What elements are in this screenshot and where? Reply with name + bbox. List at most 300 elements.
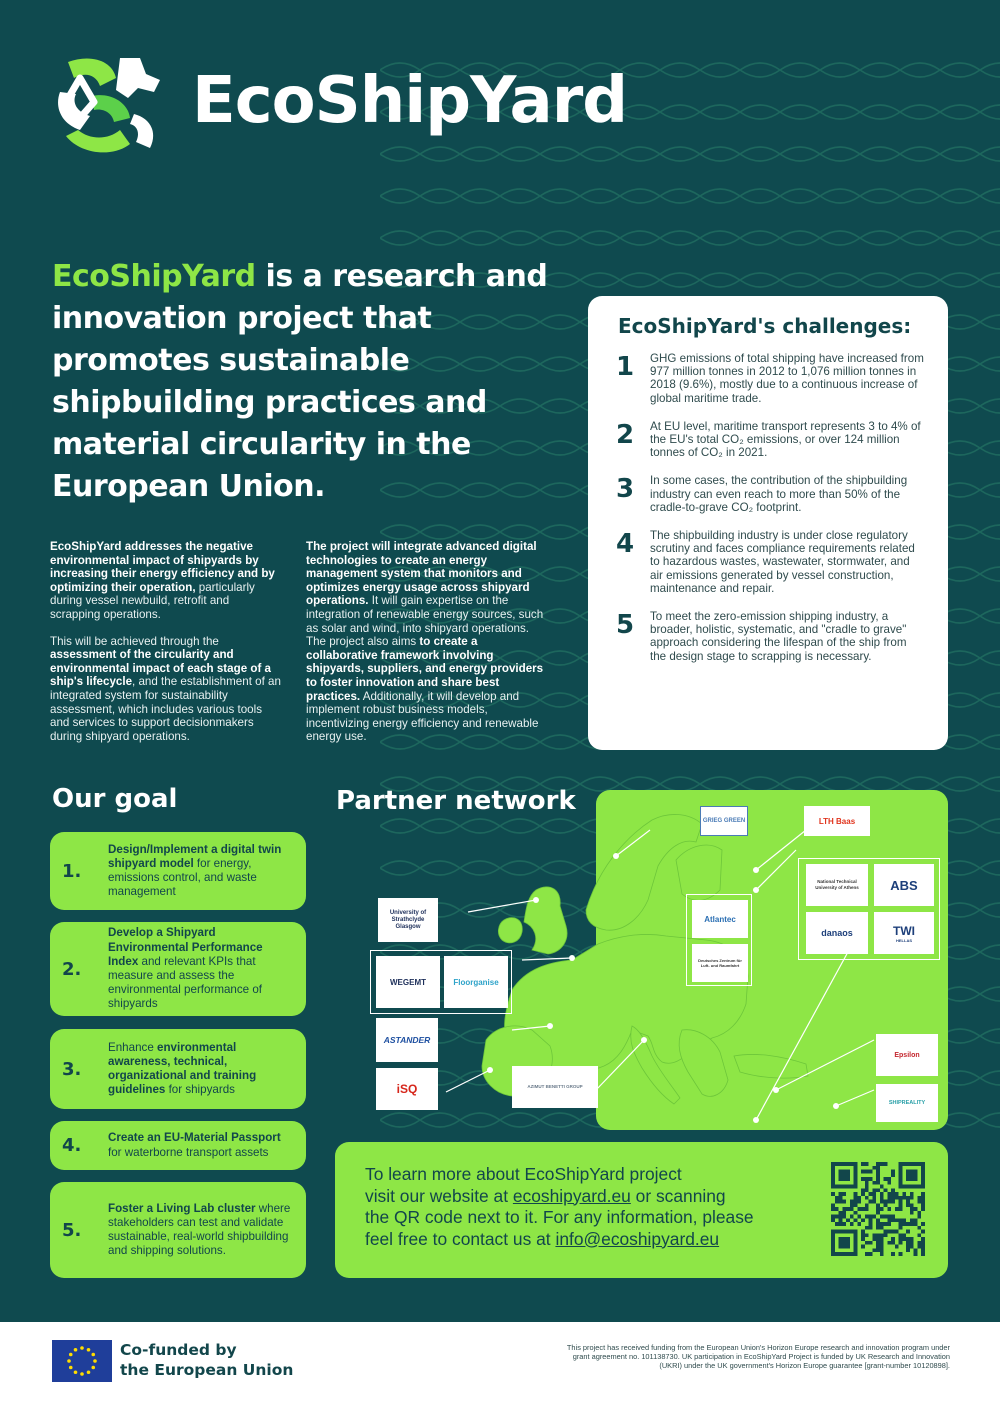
partner-logo-dlr: Deutsches Zentrum für Luft- und Raumfahrt: [692, 944, 748, 982]
qr-module: [914, 1252, 918, 1256]
qr-module: [880, 1226, 884, 1230]
qr-module: [906, 1200, 910, 1204]
qr-module: [899, 1196, 903, 1200]
qr-module: [917, 1211, 921, 1215]
goal-text-normal: where stakeholders can test and validate sustainable, real-world shipbuilding and shipping solutions.: [108, 1201, 291, 1258]
qr-module: [835, 1222, 839, 1226]
qr-module: [865, 1233, 869, 1237]
qr-module: [876, 1233, 880, 1237]
qr-module: [902, 1237, 906, 1241]
qr-module: [921, 1241, 925, 1245]
qr-module: [869, 1252, 873, 1256]
qr-module: [869, 1170, 873, 1174]
intro-left-p2-text: , and the establishment of an integrated system for sustainability assessment, which includes various tools and services to support decisionmakers during shipyard operations.: [50, 675, 281, 743]
footer: [0, 1322, 1000, 1413]
qr-module: [872, 1181, 876, 1185]
qr-module: [854, 1196, 858, 1200]
qr-module: [914, 1218, 918, 1222]
challenge-item: [610, 610, 924, 663]
qr-module: [887, 1241, 891, 1245]
eu-star: [91, 1353, 95, 1357]
qr-module: [865, 1185, 869, 1189]
intro-left-p1-bold: EcoShipYard addresses the negative environmental impact of shipyards by increasing their energy efficiency and by optimizing their operation,: [50, 540, 275, 594]
challenges-title: EcoShipYard's challenges:: [618, 314, 912, 338]
qr-module: [865, 1177, 869, 1181]
qr-module: [899, 1241, 903, 1245]
goal-card-3: [50, 1029, 306, 1109]
qr-module: [876, 1188, 880, 1192]
partner-logo-abs: ABS: [874, 864, 934, 906]
qr-module: [876, 1226, 880, 1230]
qr-module: [921, 1245, 925, 1249]
qr-module: [880, 1237, 884, 1241]
partner-logo-lth-baas: LTH Baas: [804, 806, 870, 836]
goals-title: Our goal: [52, 784, 178, 814]
goal-text-bold: Develop a Shipyard Environmental Performance Index: [108, 926, 263, 968]
goal-number: 2.: [62, 958, 82, 980]
eu-star: [74, 1348, 78, 1352]
qr-module: [839, 1200, 843, 1204]
website-info-box: [335, 1142, 948, 1278]
qr-module: [876, 1207, 880, 1211]
qr-module: [869, 1222, 873, 1226]
qr-module: [880, 1215, 884, 1219]
qr-module: [914, 1222, 918, 1226]
intro-right-bold-1: The project will integrate advanced digital technologies to create an energy management system that monitors and optimizes energy usage across shipyard operations.: [306, 540, 537, 608]
goal-number: 4.: [62, 1135, 82, 1156]
qr-module: [914, 1248, 918, 1252]
intro-right-bold-2: to create a collaborative framework involving shipyards, suppliers, and energy providers to foster innovation and share best practices.: [306, 635, 544, 703]
qr-module: [891, 1192, 895, 1196]
qr-module: [891, 1196, 895, 1200]
qr-module: [884, 1233, 888, 1237]
goal-text-normal: for waterborne transport assets: [108, 1145, 269, 1159]
qr-module: [884, 1203, 888, 1207]
qr-module: [850, 1215, 854, 1219]
qr-module: [839, 1218, 843, 1222]
qr-module: [872, 1196, 876, 1200]
qr-module: [869, 1200, 873, 1204]
qr-module: [854, 1218, 858, 1222]
qr-module: [861, 1192, 865, 1196]
qr-module: [884, 1230, 888, 1234]
qr-module: [895, 1192, 899, 1196]
qr-module: [921, 1192, 925, 1196]
qr-module: [857, 1200, 861, 1204]
qr-module: [891, 1188, 895, 1192]
qr-module: [842, 1211, 846, 1215]
cofunded-line-2: the European Union: [120, 1361, 294, 1379]
challenge-item: [610, 529, 924, 595]
qr-module: [910, 1203, 914, 1207]
qr-module: [884, 1200, 888, 1204]
qr-module: [839, 1192, 843, 1196]
qr-module: [876, 1237, 880, 1241]
headline-rest: is a research and innovation project that promotes sustainable shipbuilding practices and material circularity in the European Union.: [52, 259, 548, 504]
website-line-1: To learn more about EcoShipYard project: [365, 1164, 682, 1184]
qr-module: [899, 1237, 903, 1241]
goal-text-normal: and relevant KPIs that measure and assess the environmental performance of shipyards: [108, 954, 263, 1011]
qr-module: [850, 1207, 854, 1211]
qr-module: [910, 1192, 914, 1196]
qr-module: [921, 1207, 925, 1211]
qr-module: [865, 1207, 869, 1211]
eu-star: [69, 1366, 73, 1370]
intro-left-column: [50, 540, 282, 756]
intro-right-text-1: It will gain expertise on the integration of renewable energy sources, such as solar and wind, into shipyard operations. The project also aims: [306, 594, 544, 649]
eu-flag-icon: [52, 1340, 112, 1382]
cofunded-line-1: Co-funded by: [120, 1341, 237, 1359]
goal-text: [108, 926, 296, 1011]
qr-module: [884, 1177, 888, 1181]
challenge-text: In some cases, the contribution of the shipbuilding industry can even reach to more than 50% of the cradle-to-grave CO₂ footprint.: [650, 474, 908, 514]
website-text: [365, 1164, 805, 1250]
partner-logo-astander: ASTANDER: [376, 1018, 438, 1062]
qr-module: [910, 1245, 914, 1249]
goal-text-bold: Design/Implement a digital twin shipyard model: [108, 842, 282, 870]
qr-module: [865, 1188, 869, 1192]
qr-module: [865, 1215, 869, 1219]
qr-module: [839, 1211, 843, 1215]
qr-module: [872, 1215, 876, 1219]
qr-module: [899, 1222, 903, 1226]
qr-code-icon[interactable]: [831, 1162, 925, 1256]
qr-module: [872, 1233, 876, 1237]
qr-module: [876, 1170, 880, 1174]
qr-module: [910, 1207, 914, 1211]
wave-line: [380, 189, 1000, 196]
qr-module: [835, 1215, 839, 1219]
challenge-number: 5: [616, 610, 635, 641]
partner-logo-epsilon: Epsilon: [876, 1034, 938, 1076]
challenge-item: [610, 420, 924, 460]
challenge-item: [610, 352, 924, 405]
qr-module: [895, 1196, 899, 1200]
qr-module: [854, 1203, 858, 1207]
qr-module: [891, 1241, 895, 1245]
qr-module: [880, 1233, 884, 1237]
website-line-4-pre: feel free to contact us at: [365, 1228, 556, 1249]
qr-module: [876, 1211, 880, 1215]
goal-text: [108, 1041, 296, 1098]
qr-module: [831, 1192, 835, 1196]
challenge-number: 2: [616, 419, 635, 450]
goal-text: [108, 843, 296, 900]
qr-module: [850, 1203, 854, 1207]
qr-module: [921, 1222, 925, 1226]
qr-module: [861, 1170, 865, 1174]
qr-module: [869, 1192, 873, 1196]
partner-logo-twi-sub: HELLAS: [896, 937, 912, 943]
qr-module: [884, 1188, 888, 1192]
challenge-text: To meet the zero-emission shipping industry, a broader, holistic, systematic, and "cradle to grave" approach considering the lifespan of the ship from the design stage to scrapping is necessary.: [650, 610, 907, 663]
qr-module: [872, 1188, 876, 1192]
qr-module: [880, 1162, 884, 1166]
goal-text-normal: for shipyards: [165, 1083, 235, 1097]
qr-module: [906, 1248, 910, 1252]
partner-logo-twi-text: TWI: [893, 923, 915, 938]
qr-module: [910, 1218, 914, 1222]
qr-module: [902, 1192, 906, 1196]
qr-module: [876, 1248, 880, 1252]
goal-text-bold: Create an EU-Material Passport: [108, 1131, 281, 1145]
qr-module: [880, 1248, 884, 1252]
qr-module: [917, 1200, 921, 1204]
qr-module: [906, 1230, 910, 1234]
challenge-text: The shipbuilding industry is under close regulatory scrutiny and faces compliance requirements related to hazardous wastes, wastewater, stormwater, and air emissions generated by vessel construction, maintenance and repair.: [650, 529, 915, 595]
intro-left-p2-pre: This will be achieved through the: [50, 634, 219, 648]
qr-module: [839, 1215, 843, 1219]
qr-module: [887, 1207, 891, 1211]
qr-module: [876, 1162, 880, 1166]
qr-module: [884, 1215, 888, 1219]
funding-disclaimer: This project has received funding from the European Union's Horizon Europe research and innovation program under grant agreement no. 101138730. UK participation in EcoShipYard Project is funded by UK Research and Innovation (UKRI) under the UK government's Horizon Europe guarantee [grant-number 10120898].: [566, 1343, 950, 1370]
partner-logo-atlantec: Atlantec: [692, 900, 748, 938]
eu-star: [87, 1348, 91, 1352]
qr-module: [887, 1196, 891, 1200]
qr-module: [891, 1173, 895, 1177]
goal-text: [108, 1202, 296, 1259]
qr-module: [865, 1203, 869, 1207]
intro-right-column: [306, 540, 546, 757]
intro-right-text-2: Additionally, it will develop and implement robust business models, incentivizing energy efficiency and renewable energy use.: [306, 689, 539, 744]
qr-module: [880, 1241, 884, 1245]
qr-module: [872, 1200, 876, 1204]
qr-module: [891, 1170, 895, 1174]
qr-module: [887, 1218, 891, 1222]
qr-module: [891, 1218, 895, 1222]
qr-module: [921, 1203, 925, 1207]
intro-left-p2-bold: assessment of the circularity and environmental impact of each stage of a ship's lifecycle: [50, 648, 271, 689]
qr-module: [839, 1237, 850, 1248]
qr-module: [861, 1218, 865, 1222]
qr-module: [835, 1196, 839, 1200]
qr-module: [869, 1218, 873, 1222]
qr-module: [917, 1226, 921, 1230]
qr-module: [887, 1215, 891, 1219]
qr-module: [891, 1215, 895, 1219]
qr-module: [887, 1222, 891, 1226]
qr-module: [921, 1248, 925, 1252]
qr-module: [850, 1222, 854, 1226]
qr-module: [872, 1237, 876, 1241]
qr-module: [891, 1252, 895, 1256]
website-line-3: the QR code next to it. For any information, please: [365, 1207, 754, 1227]
goal-text: [108, 1131, 296, 1159]
qr-module: [831, 1215, 835, 1219]
qr-module: [839, 1196, 843, 1200]
qr-module: [876, 1218, 880, 1222]
qr-module: [839, 1222, 843, 1226]
wave-line: [380, 154, 1000, 161]
qr-module: [869, 1215, 873, 1219]
partner-logo-strathclyde: University of Strathclyde Glasgow: [378, 898, 438, 942]
challenge-number: 1: [616, 352, 635, 382]
partner-logo-twi: [874, 912, 934, 954]
qr-module: [899, 1233, 903, 1237]
partner-logo-danaos: danaos: [806, 912, 868, 954]
website-line-2-pre: visit our website at: [365, 1185, 513, 1206]
qr-module: [895, 1218, 899, 1222]
qr-module: [839, 1170, 850, 1181]
qr-module: [887, 1230, 891, 1234]
qr-module: [869, 1241, 873, 1245]
qr-module: [910, 1196, 914, 1200]
qr-module: [861, 1233, 865, 1237]
qr-module: [846, 1207, 850, 1211]
qr-module: [880, 1196, 884, 1200]
challenges-card: [588, 296, 948, 750]
qr-module: [835, 1200, 839, 1204]
qr-module: [872, 1248, 876, 1252]
qr-module: [861, 1188, 865, 1192]
qr-module: [880, 1192, 884, 1196]
challenge-text: At EU level, maritime transport represents 3 to 4% of the EU's total CO₂ emissions, or over 124 million tonnes of CO₂ in 2021.: [650, 419, 921, 460]
qr-module: [891, 1200, 895, 1204]
qr-module: [880, 1252, 884, 1256]
qr-module: [880, 1245, 884, 1249]
goal-card-5: [50, 1182, 306, 1278]
partner-logo-grieg-green: GRIEG GREEN: [700, 806, 748, 836]
intro-right-paragraph: [306, 540, 546, 744]
partner-logo-isq: iSQ: [376, 1068, 438, 1110]
qr-module: [865, 1241, 869, 1245]
qr-module: [876, 1177, 880, 1181]
qr-module: [884, 1162, 888, 1166]
qr-module: [899, 1207, 903, 1211]
qr-module: [857, 1196, 861, 1200]
qr-module: [865, 1252, 869, 1256]
qr-module: [921, 1196, 925, 1200]
eu-star: [91, 1366, 95, 1370]
qr-module: [899, 1252, 903, 1256]
partner-logo-azimut-benetti: AZIMUT BENETTI GROUP: [512, 1066, 598, 1108]
qr-module: [880, 1222, 884, 1226]
qr-module: [917, 1245, 921, 1249]
qr-module: [917, 1215, 921, 1219]
qr-module: [899, 1200, 903, 1204]
goal-text-pre: Enhance: [108, 1040, 157, 1054]
challenge-item: [610, 474, 924, 514]
qr-module: [854, 1200, 858, 1204]
qr-module: [917, 1196, 921, 1200]
qr-module: [869, 1226, 873, 1230]
qr-module: [906, 1196, 910, 1200]
website-line-2-post: or scanning: [630, 1185, 726, 1206]
eu-star: [87, 1370, 91, 1374]
qr-module: [917, 1233, 921, 1237]
qr-module: [876, 1173, 880, 1177]
wave-line: [380, 231, 1000, 238]
qr-module: [921, 1237, 925, 1241]
qr-module: [846, 1218, 850, 1222]
partner-network-title: Partner network: [336, 786, 576, 816]
eu-star: [80, 1346, 84, 1350]
wave-line: [380, 777, 1000, 784]
challenge-text: GHG emissions of total shipping have increased from 977 million tonnes in 2012 to 1,076 million tonnes in 2018 (9.6%), mostly due to a continuous increase of global maritime trade.: [650, 352, 924, 405]
qr-module: [876, 1166, 880, 1170]
cofunded-label: [120, 1340, 293, 1380]
qr-module: [895, 1245, 899, 1249]
qr-module: [876, 1245, 880, 1249]
qr-module: [902, 1218, 906, 1222]
qr-module: [876, 1222, 880, 1226]
qr-module: [861, 1230, 865, 1234]
qr-module: [906, 1222, 910, 1226]
qr-module: [857, 1222, 861, 1226]
qr-module: [910, 1237, 914, 1241]
qr-module: [872, 1192, 876, 1196]
qr-module: [865, 1162, 869, 1166]
qr-module: [880, 1185, 884, 1189]
challenge-number: 3: [616, 474, 635, 505]
qr-module: [921, 1230, 925, 1234]
eu-star: [74, 1370, 78, 1374]
qr-module: [857, 1215, 861, 1219]
qr-module: [921, 1200, 925, 1204]
eu-star: [93, 1359, 97, 1363]
wave-line: [380, 238, 1000, 245]
qr-module: [876, 1203, 880, 1207]
qr-module: [887, 1177, 891, 1181]
qr-module: [917, 1241, 921, 1245]
website-link[interactable]: ecoshipyard.eu: [512, 1185, 631, 1206]
goal-number: 5.: [62, 1219, 82, 1241]
qr-module: [869, 1177, 873, 1181]
goal-text-normal: for energy, emissions control, and waste management: [108, 856, 257, 899]
goal-text-bold: environmental awareness, technical, organizational and training guidelines: [108, 1040, 257, 1097]
partner-logo-shipreality: SHIPREALITY: [876, 1084, 938, 1122]
goal-number: 3.: [62, 1058, 82, 1080]
qr-module: [880, 1200, 884, 1204]
qr-module: [906, 1245, 910, 1249]
qr-module: [884, 1222, 888, 1226]
qr-module: [842, 1200, 846, 1204]
eu-star: [67, 1359, 71, 1363]
qr-module: [842, 1215, 846, 1219]
qr-module: [850, 1200, 854, 1204]
qr-module: [891, 1237, 895, 1241]
qr-module: [842, 1222, 846, 1226]
qr-module: [835, 1207, 839, 1211]
qr-module: [910, 1222, 914, 1226]
headline: [52, 256, 572, 508]
qr-module: [861, 1245, 865, 1249]
qr-module: [910, 1241, 914, 1245]
qr-module: [831, 1218, 835, 1222]
intro-left-paragraph-2: [50, 635, 282, 744]
logo-wordmark: EcoShipYard: [192, 64, 628, 138]
qr-module: [899, 1203, 903, 1207]
qr-module: [861, 1177, 865, 1181]
intro-left-p1-text: particularly during vessel newbuild, retrofit and scrapping operations.: [50, 580, 255, 621]
qr-module: [906, 1170, 917, 1181]
eu-star: [80, 1372, 84, 1376]
qr-module: [861, 1207, 865, 1211]
email-link[interactable]: info@ecoshipyard.eu: [555, 1228, 720, 1249]
qr-module: [914, 1207, 918, 1211]
qr-module: [865, 1196, 869, 1200]
qr-module: [831, 1207, 835, 1211]
wave-line: [380, 147, 1000, 154]
eu-star: [69, 1353, 73, 1357]
partner-logo-ntua: National Technical University of Athens: [806, 864, 868, 906]
qr-module: [876, 1241, 880, 1245]
qr-module: [899, 1226, 903, 1230]
qr-module: [902, 1222, 906, 1226]
qr-module: [865, 1170, 869, 1174]
qr-module: [887, 1200, 891, 1204]
